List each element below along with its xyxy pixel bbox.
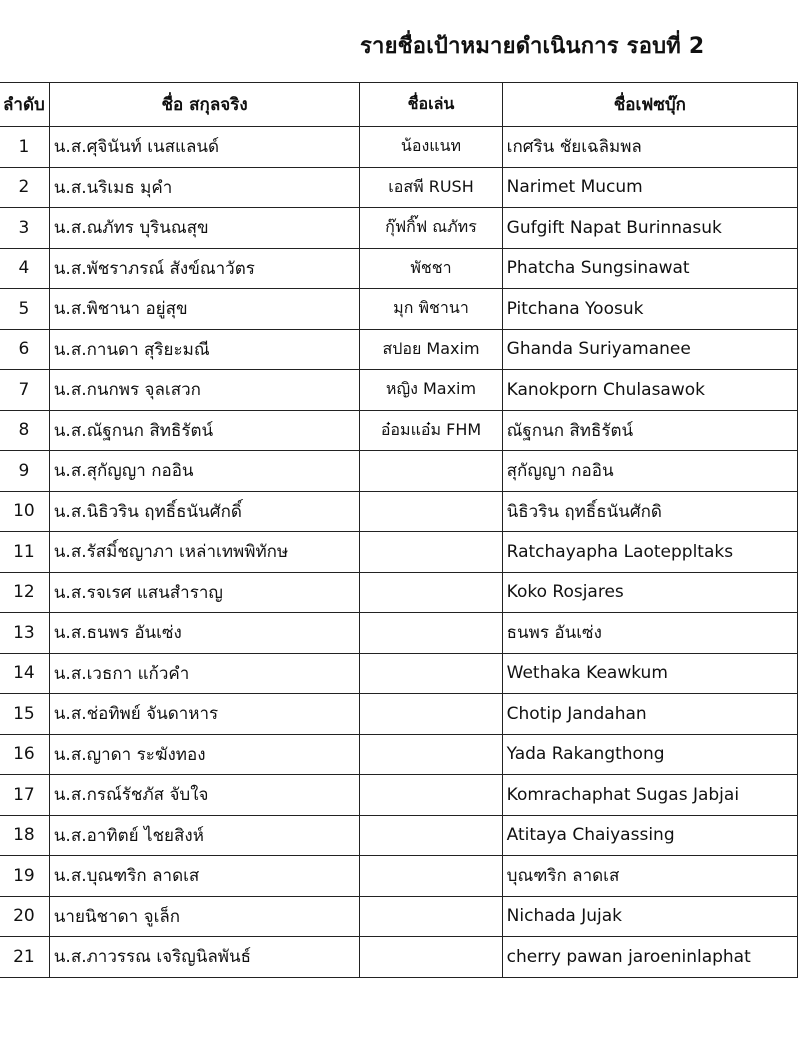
- table-body: [0, 127, 798, 978]
- cell-name: น.ส.เวธกา แก้วคำ: [49, 653, 360, 694]
- table-row: [0, 896, 798, 937]
- table-row: [0, 937, 798, 978]
- cell-facebook: cherry pawan jaroeninlaphat: [502, 937, 797, 978]
- cell-nickname: [360, 451, 502, 492]
- cell-no: 1: [0, 127, 49, 168]
- cell-nickname: น้องแนท: [360, 127, 502, 168]
- cell-facebook: Komrachaphat Sugas Jabjai: [502, 775, 797, 816]
- cell-name: น.ส.อาทิตย์ ไชยสิงห์: [49, 815, 360, 856]
- cell-name: น.ส.กรณ์รัชภัส จับใจ: [49, 775, 360, 816]
- header-nickname: ชื่อเล่น: [360, 83, 502, 127]
- table-row: [0, 410, 798, 451]
- cell-nickname: [360, 775, 502, 816]
- cell-no: 20: [0, 896, 49, 937]
- cell-facebook: สุกัญญา กออิน: [502, 451, 797, 492]
- cell-facebook: Koko Rosjares: [502, 572, 797, 613]
- cell-nickname: หญิง Maxim: [360, 370, 502, 411]
- table-row: [0, 167, 798, 208]
- cell-nickname: [360, 856, 502, 897]
- cell-no: 8: [0, 410, 49, 451]
- cell-no: 19: [0, 856, 49, 897]
- cell-nickname: [360, 613, 502, 654]
- cell-name: น.ส.ญาดา ระฆังทอง: [49, 734, 360, 775]
- document-title: รายชื่อเป้าหมายดำเนินการ รอบที่ 2: [360, 34, 705, 59]
- table-row: [0, 127, 798, 168]
- table-row: [0, 329, 798, 370]
- cell-no: 17: [0, 775, 49, 816]
- table-row: [0, 370, 798, 411]
- cell-name: น.ส.สุกัญญา กออิน: [49, 451, 360, 492]
- cell-name: น.ส.ณัฐกนก สิทธิรัตน์: [49, 410, 360, 451]
- table-header-row: [0, 83, 798, 127]
- table-row: [0, 532, 798, 573]
- cell-name: น.ส.บุณฑริก ลาดเส: [49, 856, 360, 897]
- cell-no: 3: [0, 208, 49, 249]
- cell-nickname: [360, 896, 502, 937]
- target-list-table: [0, 82, 798, 978]
- cell-no: 12: [0, 572, 49, 613]
- cell-name: น.ส.ธนพร อันเซ่ง: [49, 613, 360, 654]
- table-row: [0, 248, 798, 289]
- cell-no: 11: [0, 532, 49, 573]
- cell-name: น.ส.ศุจินันท์ เนสแลนด์: [49, 127, 360, 168]
- cell-facebook: Nichada Jujak: [502, 896, 797, 937]
- cell-name: นายนิชาดา จูเล็ก: [49, 896, 360, 937]
- table-row: [0, 451, 798, 492]
- cell-nickname: สปอย Maxim: [360, 329, 502, 370]
- cell-nickname: [360, 572, 502, 613]
- cell-no: 16: [0, 734, 49, 775]
- header-name: ชื่อ สกุลจริง: [49, 83, 360, 127]
- cell-facebook: ณัฐกนก สิทธิรัตน์: [502, 410, 797, 451]
- table-row: [0, 572, 798, 613]
- cell-name: น.ส.รัสมิ์ชญาภา เหล่าเทพพิทักษ: [49, 532, 360, 573]
- table-row: [0, 289, 798, 330]
- cell-facebook: Kanokporn Chulasawok: [502, 370, 797, 411]
- cell-nickname: [360, 937, 502, 978]
- cell-facebook: Phatcha Sungsinawat: [502, 248, 797, 289]
- table-row: [0, 613, 798, 654]
- table-row: [0, 775, 798, 816]
- cell-nickname: [360, 491, 502, 532]
- cell-name: น.ส.ณภัทร บุรินณสุข: [49, 208, 360, 249]
- cell-facebook: Narimet Mucum: [502, 167, 797, 208]
- cell-no: 2: [0, 167, 49, 208]
- cell-nickname: เอสพี RUSH: [360, 167, 502, 208]
- cell-facebook: Ghanda Suriyamanee: [502, 329, 797, 370]
- header-no: ลำดับ: [0, 83, 49, 127]
- cell-no: 5: [0, 289, 49, 330]
- cell-facebook: Wethaka Keawkum: [502, 653, 797, 694]
- cell-no: 9: [0, 451, 49, 492]
- table-row: [0, 208, 798, 249]
- cell-no: 13: [0, 613, 49, 654]
- cell-facebook: Gufgift Napat Burinnasuk: [502, 208, 797, 249]
- cell-no: 10: [0, 491, 49, 532]
- table-row: [0, 815, 798, 856]
- cell-nickname: มุก พิชานา: [360, 289, 502, 330]
- table-row: [0, 694, 798, 735]
- cell-nickname: [360, 653, 502, 694]
- cell-facebook: Yada Rakangthong: [502, 734, 797, 775]
- cell-facebook: เกศริน ชัยเฉลิมพล: [502, 127, 797, 168]
- cell-name: น.ส.รจเรศ แสนสำราญ: [49, 572, 360, 613]
- cell-nickname: พัชชา: [360, 248, 502, 289]
- cell-facebook: นิธิวริน ฤทธิ์ธนันศักดิ: [502, 491, 797, 532]
- table-row: [0, 856, 798, 897]
- cell-name: น.ส.ภาวรรณ เจริญนิลพันธ์: [49, 937, 360, 978]
- cell-name: น.ส.ช่อทิพย์ จันดาหาร: [49, 694, 360, 735]
- cell-nickname: อ๋อมแอ๋ม FHM: [360, 410, 502, 451]
- table-row: [0, 491, 798, 532]
- cell-name: น.ส.กนกพร จุลเสวก: [49, 370, 360, 411]
- cell-name: น.ส.พิชานา อยู่สุข: [49, 289, 360, 330]
- cell-no: 21: [0, 937, 49, 978]
- cell-no: 4: [0, 248, 49, 289]
- table-row: [0, 653, 798, 694]
- cell-no: 18: [0, 815, 49, 856]
- cell-nickname: กุ๊ฟกิ๊ฟ ณภัทร: [360, 208, 502, 249]
- table-row: [0, 734, 798, 775]
- cell-facebook: Pitchana Yoosuk: [502, 289, 797, 330]
- cell-name: น.ส.กานดา สุริยะมณี: [49, 329, 360, 370]
- cell-facebook: ธนพร อันเซ่ง: [502, 613, 797, 654]
- cell-no: 15: [0, 694, 49, 735]
- cell-nickname: [360, 815, 502, 856]
- cell-no: 7: [0, 370, 49, 411]
- cell-nickname: [360, 532, 502, 573]
- cell-nickname: [360, 734, 502, 775]
- cell-facebook: Atitaya Chaiyassing: [502, 815, 797, 856]
- cell-facebook: Ratchayapha Laoteppltaks: [502, 532, 797, 573]
- cell-name: น.ส.พัชราภรณ์ สังข์ณาวัตร: [49, 248, 360, 289]
- cell-no: 6: [0, 329, 49, 370]
- cell-no: 14: [0, 653, 49, 694]
- cell-name: น.ส.นิธิวริน ฤทธิ์ธนันศักดิ์: [49, 491, 360, 532]
- cell-facebook: บุณฑริก ลาดเส: [502, 856, 797, 897]
- cell-facebook: Chotip Jandahan: [502, 694, 797, 735]
- cell-name: น.ส.นริเมธ มุคำ: [49, 167, 360, 208]
- header-facebook: ชื่อเฟซบุ๊ก: [502, 83, 797, 127]
- cell-nickname: [360, 694, 502, 735]
